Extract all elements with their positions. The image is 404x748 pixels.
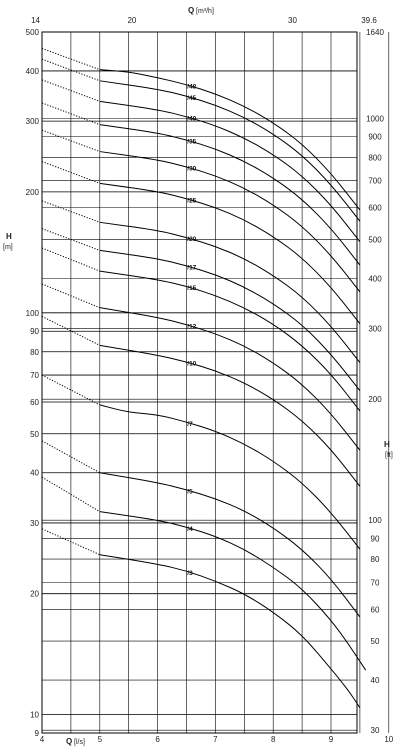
- y-tick-label: 50: [30, 429, 39, 439]
- y-tick-label: 200: [25, 187, 39, 197]
- x2-tick-label: 39.6: [361, 16, 377, 25]
- y-tick-label: 9: [34, 729, 39, 738]
- x2-axis-title: Q: [188, 6, 195, 15]
- curve-label: /5: [187, 488, 193, 496]
- y2-tick-label: 30: [370, 726, 380, 736]
- curve-solid: [100, 473, 360, 617]
- ticks: [26, 16, 394, 744]
- x2-axis-unit: [m³/h]: [196, 8, 214, 15]
- y2-tick-label: 80: [370, 555, 380, 565]
- y2-tick-label: 900: [368, 132, 382, 142]
- y2-tick-label: 70: [370, 578, 380, 588]
- y-axis-unit: [m]: [3, 244, 13, 251]
- y2-tick-label: 40: [370, 676, 380, 686]
- y2-tick-label: 1000: [366, 114, 384, 124]
- y2-tick-label: 400: [368, 274, 382, 284]
- y-tick-label: 70: [30, 371, 39, 381]
- y-axis-title: H: [6, 232, 12, 241]
- x2-tick-label: 14: [31, 16, 41, 25]
- x2-tick-label: 30: [288, 16, 297, 25]
- y2-tick-label: 300: [368, 324, 382, 334]
- y-tick-label: 30: [30, 518, 39, 528]
- y-tick-label: 300: [25, 117, 39, 127]
- x-tick-label: 9: [328, 735, 334, 744]
- curve-solid: [100, 183, 360, 323]
- y2-tick-label: 500: [368, 235, 382, 245]
- curve-label: /15: [187, 285, 197, 293]
- curve-label: /17: [187, 264, 197, 272]
- curves: [42, 48, 366, 707]
- y-tick-label: 10: [30, 710, 39, 720]
- x-tick-label: 8: [270, 735, 276, 744]
- x-tick-label: 5: [97, 735, 103, 744]
- y2-tick-label: 50: [370, 637, 380, 647]
- curve-solid: [100, 222, 360, 362]
- y2-tick-label: 800: [368, 153, 382, 163]
- curve-solid: [100, 512, 366, 671]
- y-tick-label: 400: [25, 66, 39, 76]
- y2-tick-label: 60: [370, 605, 380, 615]
- y-tick-label: 100: [25, 308, 39, 318]
- y2-tick-label: 700: [368, 176, 382, 186]
- curve-label: /40: [187, 115, 197, 123]
- y2-tick-label: 90: [370, 534, 380, 544]
- curve-solid: [100, 250, 360, 390]
- y-tick-label: 90: [30, 327, 39, 337]
- x-tick-label: 10: [384, 735, 394, 744]
- curve-label: /10: [187, 360, 197, 368]
- y-tick-label: 80: [30, 347, 39, 357]
- curve-solid: [100, 555, 360, 708]
- curve-solid: [100, 152, 360, 292]
- curve-label: /20: [187, 236, 197, 244]
- grid: [42, 32, 404, 736]
- y2-axis-title: H: [384, 440, 390, 449]
- x-tick-label: 4: [39, 735, 45, 744]
- curve-solid: [100, 271, 360, 411]
- curve-label: /35: [187, 138, 197, 146]
- x-tick-label: 6: [155, 735, 160, 744]
- x-tick-label: 7: [213, 735, 218, 744]
- curve-label: /3: [187, 569, 193, 577]
- y-tick-label: 20: [30, 589, 39, 599]
- y2-tick-label: 200: [368, 395, 382, 405]
- curve-solid: [100, 345, 360, 486]
- x-axis-title: Q: [66, 737, 73, 746]
- y2-tick-label: 1640: [366, 28, 384, 37]
- y-tick-label: 500: [25, 28, 39, 37]
- curve-label: /4: [187, 525, 193, 533]
- x2-tick-label: 20: [127, 16, 137, 25]
- curve-solid: [100, 405, 360, 549]
- plot-frame: [42, 32, 357, 733]
- curve-label: /25: [187, 197, 197, 205]
- curve-label: /48: [187, 83, 197, 91]
- curve-label: /12: [187, 323, 197, 331]
- curve-solid: [100, 308, 360, 451]
- curve-solid: [100, 81, 360, 221]
- y2-tick-label: 100: [368, 516, 382, 526]
- x-axis-unit: [l/s]: [74, 739, 85, 746]
- y-tick-label: 60: [30, 397, 39, 407]
- y2-tick-label: 600: [368, 203, 382, 213]
- y-tick-label: 40: [30, 468, 39, 478]
- curve-label: /30: [187, 165, 197, 173]
- curve-label: /7: [187, 420, 193, 428]
- curve-solid: [100, 101, 360, 244]
- curve-label: /45: [187, 94, 197, 102]
- y2-axis-unit: [ft]: [385, 452, 393, 459]
